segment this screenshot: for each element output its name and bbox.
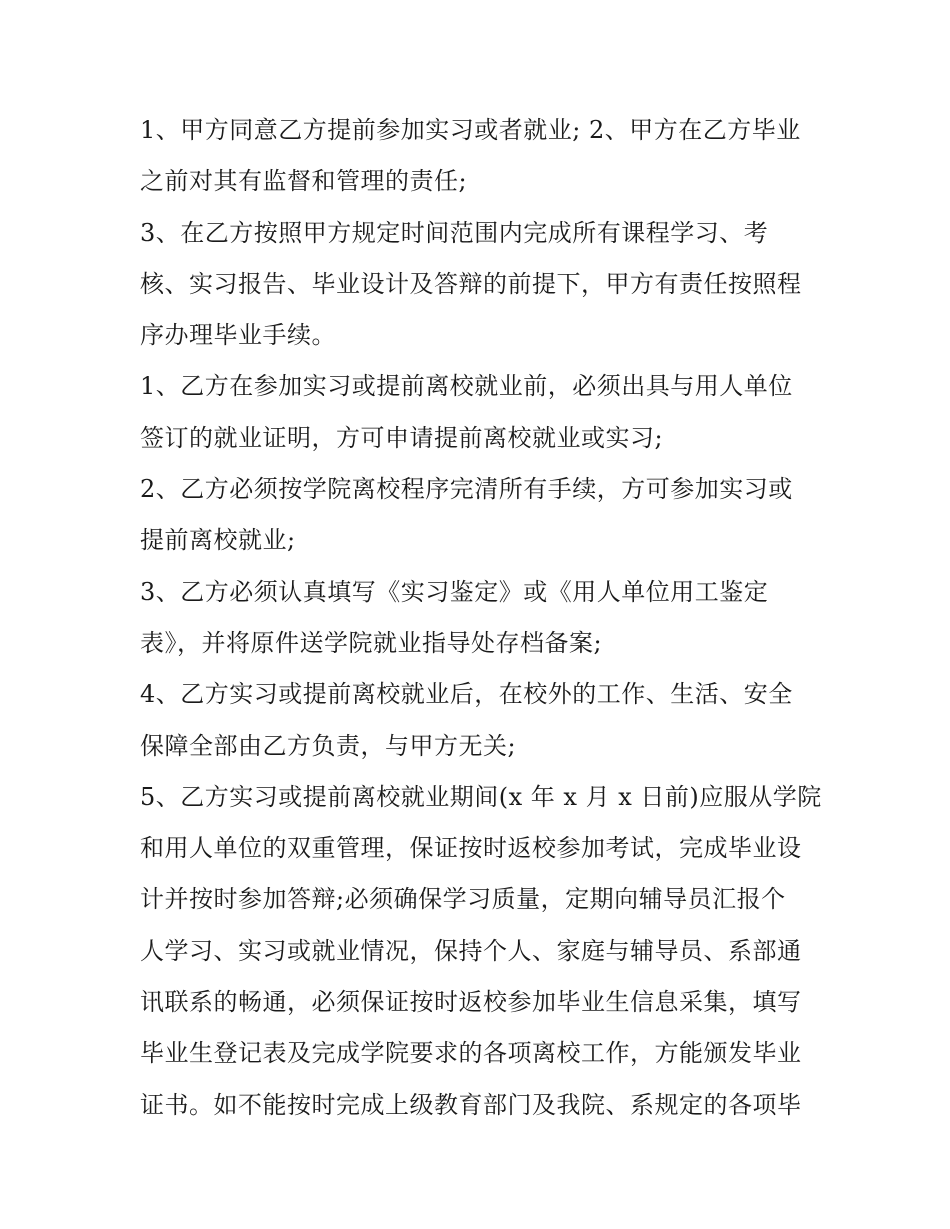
text-line: 提前离校就业; xyxy=(140,526,296,555)
text-line: 证书。如不能按时完成上级教育部门及我院、系规定的各项毕 xyxy=(140,1090,802,1119)
text-line: 签订的就业证明，方可申请提前离校就业或实习; xyxy=(140,423,664,452)
text-line: 保障全部由乙方负责，与甲方无关; xyxy=(140,731,517,760)
text-line: 4、乙方实习或提前离校就业后，在校外的工作、生活、安全 xyxy=(140,680,793,709)
text-line: 讯联系的畅通，必须保证按时返校参加毕业生信息采集，填写 xyxy=(140,988,802,1017)
text-line: 核、实习报告、毕业设计及答辩的前提下，甲方有责任按照程 xyxy=(140,269,802,298)
text-line: 2、乙方必须按学院离校程序完清所有手续，方可参加实习或 xyxy=(140,475,793,504)
text-line: 1、乙方在参加实习或提前离校就业前，必须出具与用人单位 xyxy=(140,372,793,401)
text-line: 人学习、实习或就业情况，保持个人、家庭与辅导员、系部通 xyxy=(140,936,802,965)
text-line: 3、乙方必须认真填写《实习鉴定》或《用人单位用工鉴定 xyxy=(140,577,769,606)
text-line: 序办理毕业手续。 xyxy=(140,321,336,350)
text-line: 1、甲方同意乙方提前参加实习或者就业; 2、甲方在乙方毕业 xyxy=(140,116,801,144)
text-line: 5、乙方实习或提前离校就业期间(x 年 x 月 x 日前)应服从学院 xyxy=(140,782,822,811)
text-line: 和用人单位的双重管理，保证按时返校参加考试，完成毕业设 xyxy=(140,834,802,863)
document-body xyxy=(140,105,822,1131)
text-line: 计并按时参加答辩;必须确保学习质量，定期向辅导员汇报个 xyxy=(140,885,786,914)
paragraph-2 xyxy=(140,208,815,362)
text-line: 表》，并将原件送学院就业指导处存档备案; xyxy=(140,628,603,657)
paragraph-4 xyxy=(140,464,815,567)
paragraph-5 xyxy=(140,567,815,670)
text-line: 之前对其有监督和管理的责任; xyxy=(140,167,468,196)
paragraph-7 xyxy=(140,772,822,1131)
paragraph-1 xyxy=(140,105,815,208)
text-line: 3、在乙方按照甲方规定时间范围内完成所有课程学习、考 xyxy=(140,218,769,247)
paragraph-6 xyxy=(140,669,815,772)
paragraph-3 xyxy=(140,361,815,464)
text-line: 毕业生登记表及完成学院要求的各项离校工作，方能颁发毕业 xyxy=(140,1039,802,1068)
